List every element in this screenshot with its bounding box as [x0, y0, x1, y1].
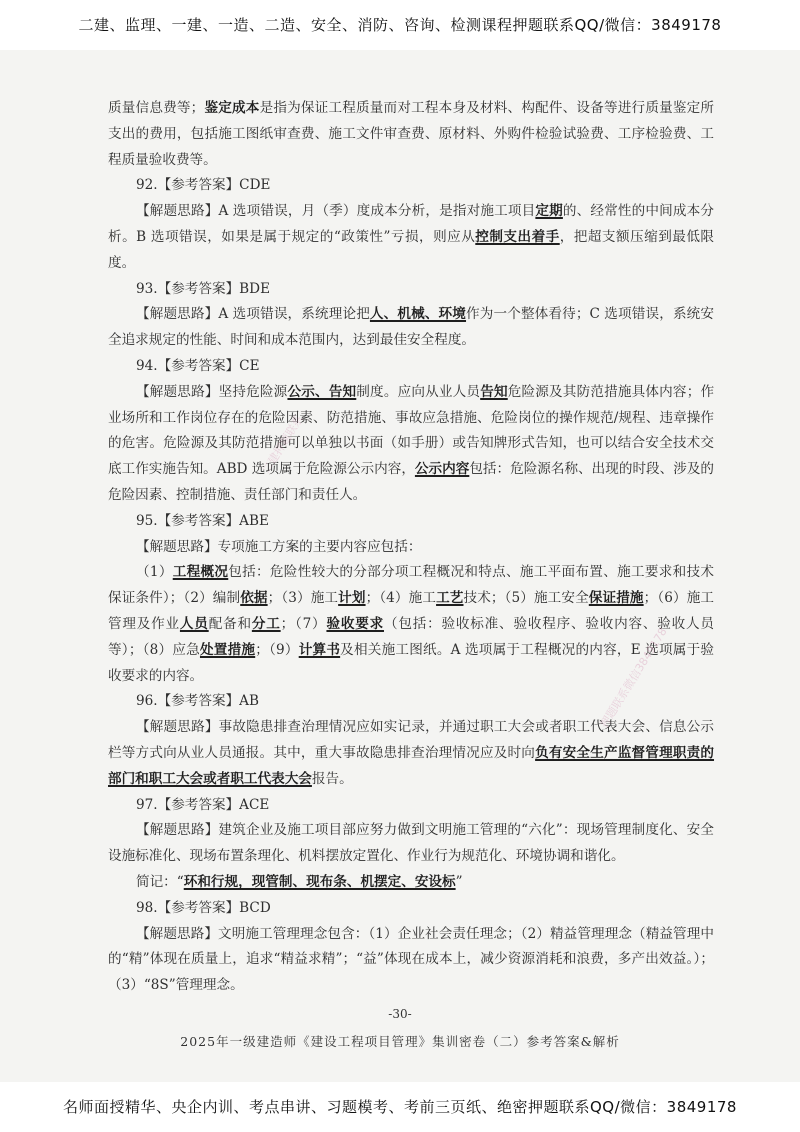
text-run: 包括：危险性较大的分部分项工程概况和特点、施工平面布置、施工要求和技术保证条件）；（2）编制 — [108, 564, 714, 607]
text-run: ” — [455, 873, 463, 890]
text-run: ；（7） — [280, 615, 327, 632]
text-run: 93.【参考答案】BDE — [136, 280, 270, 297]
text-run: 报告。 — [311, 770, 353, 787]
answer-key — [108, 509, 714, 535]
underlined-keyword: 保证措施 — [588, 590, 644, 607]
text-run: ；（3）施工 — [267, 590, 339, 607]
underlined-keyword: 负有安全生产监督管理职责的部门和职工大会或者职工代表大会 — [108, 744, 715, 787]
text-run: 98.【参考答案】BCD — [136, 899, 271, 916]
answer-key — [108, 173, 714, 199]
text-run: 及相关施工图纸。A 选项属于工程概况的内容，E 选项属于验收要求的内容。 — [108, 641, 714, 684]
paragraph — [108, 560, 714, 689]
text-run: 质量信息费等； — [108, 100, 205, 116]
scanned-page — [0, 50, 800, 1082]
text-run: 【解题思路】文明施工管理理念包含：（1）企业社会责任理念；（2）精益管理理念（精益管理中的“精”体现在质量上，追求“精益求精”；“益”体现在成本上，减少资源消耗和浪费，多产出效益。）；（3）“8S”管理理念。 — [108, 925, 714, 994]
underlined-keyword: 控制支出着手 — [475, 228, 560, 245]
text-run: ；（6）施工管理及作业 — [108, 590, 715, 632]
paragraph — [108, 380, 714, 509]
underlined-keyword: 验收要求 — [326, 615, 384, 632]
text-run: ；（9） — [255, 641, 299, 658]
text-run: 94.【参考答案】CE — [136, 357, 260, 374]
text-run: 【解题思路】A 选项错误，系统理论把 — [136, 306, 370, 323]
text-run: 97.【参考答案】ACE — [136, 796, 270, 813]
paragraph — [108, 199, 714, 276]
text-run: 【解题思路】专项施工方案的主要内容应包括： — [136, 538, 422, 555]
watermark: 押题联系微信3849178 — [597, 625, 670, 730]
bold-term: 鉴定成本 — [204, 100, 260, 116]
underlined-keyword: 人、机械、环境 — [369, 306, 467, 323]
text-run: 配备和 — [208, 615, 252, 632]
underlined-keyword: 环和行规，现管制、现布条、机摆定、安设标 — [183, 873, 456, 890]
page-number: -30- — [388, 1007, 412, 1021]
watermark: 二建押题联系 — [259, 413, 306, 476]
underlined-keyword: 人员 — [179, 615, 209, 632]
underlined-keyword: 公示内容 — [414, 461, 470, 478]
answer-key — [108, 277, 714, 303]
text-run: 96.【参考答案】AB — [136, 693, 259, 710]
underlined-keyword: 告知 — [480, 383, 508, 400]
text-run: 的、经常性的中间成本分析。B 选项错误，如果是属于规定的“政策性”亏损，则应从 — [108, 203, 715, 245]
text-run: 包括：危险源名称、出现的时段、涉及的危险因素、控制措施、责任部门和责任人。 — [108, 461, 715, 503]
underlined-keyword: 计划 — [338, 590, 366, 607]
underlined-keyword: 依据 — [240, 590, 268, 607]
bottom-banner-text: 名师面授精华、央企内训、考点串讲、习题模考、考前三页纸、绝密押题联系QQ/微信：3849178 — [63, 1098, 737, 1116]
underlined-keyword: 定期 — [535, 203, 563, 220]
paragraph — [108, 535, 714, 561]
underlined-keyword: 处置措施 — [199, 641, 256, 658]
text-run: 技术；（5）施工安全 — [463, 590, 589, 607]
text-run: 【解题思路】事故隐患排查治理情况应如实记录，并通过职工大会或者职工代表大会、信息公示栏等方式向从业人员通报。其中，重大事故隐患排查治理情况应及时向 — [108, 719, 714, 761]
underlined-keyword: 分工 — [251, 615, 281, 632]
text-run: ，把超支额压缩到最低限度。 — [108, 228, 715, 271]
bottom-banner — [0, 1082, 800, 1132]
text-run: 是指为保证工程质量而对工程本身及材料、构配件、设备等进行质量鉴定所支出的费用，包括施工图纸审查费、施工文件审查费、原材料、外购件检验试验费、工序检验费、工程质量验收费等。 — [108, 100, 715, 168]
underlined-keyword: 计算书 — [298, 641, 341, 658]
paragraph — [108, 870, 714, 896]
paragraph — [108, 922, 714, 999]
text-run: 【解题思路】坚持危险源 — [136, 383, 288, 400]
answer-key — [108, 354, 714, 380]
text-run: 作为一个整体看待；C 选项错误，系统安全追求规定的性能、时间和成本范围内，达到最佳安全程度。 — [108, 306, 714, 349]
text-run: 95.【参考答案】ABE — [136, 512, 269, 529]
underlined-keyword: 工艺 — [436, 590, 464, 607]
text-run: 92.【参考答案】CDE — [136, 177, 271, 194]
paragraph — [108, 96, 714, 173]
text-run: 简记：“ — [136, 873, 184, 890]
paragraph — [108, 818, 714, 870]
text-run: 制度。应向从业人员 — [356, 383, 481, 400]
page-footer: 2025年一级建造师《建设工程项目管理》集训密卷（二）参考答案&解析 — [180, 1034, 620, 1049]
text-run: （包括：验收标准、验收程序、验收内容、验收人员等）；（8）应急 — [108, 615, 715, 658]
text-run: 【解题思路】建筑企业及施工项目部应努力做到文明施工管理的“六化”：现场管理制度化、安全设施标准化、现场布置条理化、机料摆放定置化、作业行为规范化、环境协调和谐化。 — [108, 822, 714, 865]
underlined-keyword: 工程概况 — [172, 564, 229, 581]
underlined-keyword: 公示、告知 — [287, 383, 357, 400]
text-run: （1） — [136, 564, 173, 581]
text-run: 危险源及其防范措施具体内容；作业场所和工作岗位存在的危险因素、防范措施、事故应急措施、危险岗位的操作规范/规程、违章操作的危害。危险源及其防范措施可以单独以书面（如手册）或告知牌形式告知，也可以结合安全技术交底工作实施告知。ABD 选项属于危险源公示内容， — [108, 383, 715, 478]
top-banner — [0, 0, 800, 50]
paragraph — [108, 715, 714, 792]
paragraph — [108, 302, 714, 354]
text-run: ；（4）施工 — [365, 590, 437, 607]
answer-content — [108, 96, 714, 999]
answer-key — [108, 896, 714, 922]
top-banner-text: 二建、监理、一建、一造、二造、安全、消防、咨询、检测课程押题联系QQ/微信：3849178 — [78, 16, 722, 34]
answer-key — [108, 793, 714, 819]
text-run: 【解题思路】A 选项错误，月（季）度成本分析，是指对施工项目 — [136, 203, 536, 220]
